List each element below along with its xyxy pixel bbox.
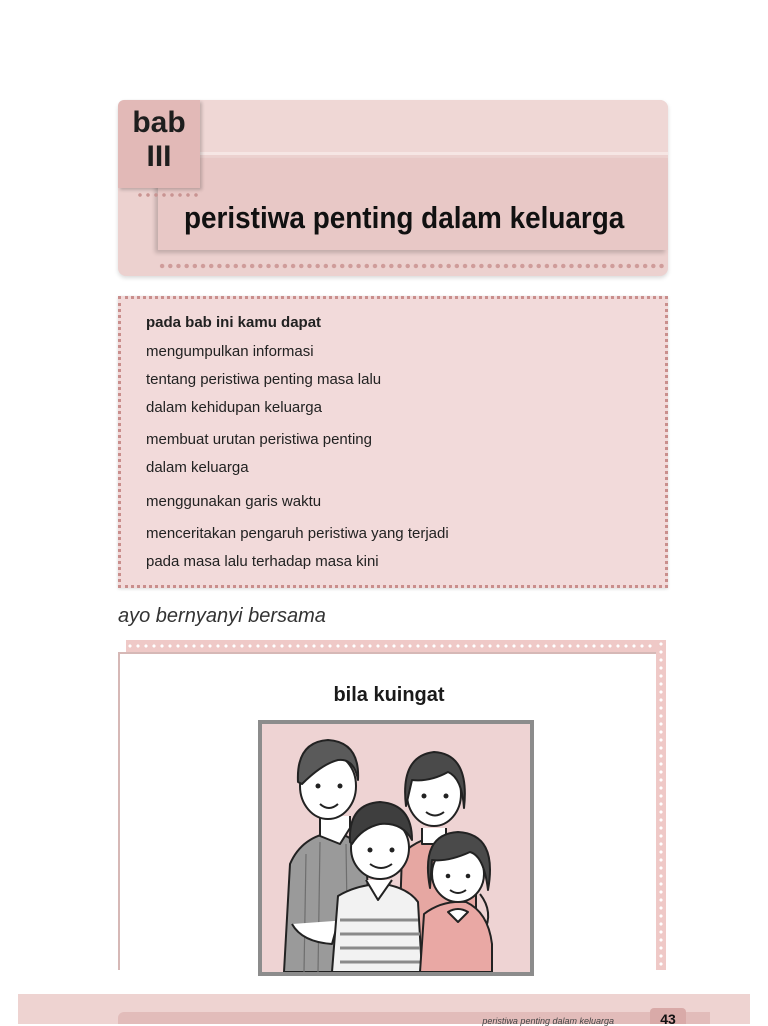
page-footer [18,994,750,1024]
song-card [118,652,656,970]
header-decor-strip [200,100,668,155]
frame-decor-top [126,640,666,652]
family-drawing [262,724,530,972]
family-illustration [258,720,534,976]
chapter-title: peristiwa penting dalam keluarga [184,200,625,235]
objective-line: mengumpulkan informasi [146,343,314,360]
decorative-dot-rule [158,262,664,270]
section-heading: ayo bernyanyi bersama [118,605,326,627]
running-title: peristiwa penting dalam keluarga [482,1016,614,1026]
chapter-number-block [118,100,200,188]
chapter-header [118,100,668,276]
objective-line: membuat urutan peristiwa penting [146,431,372,448]
objective-line: menceritakan pengaruh peristiwa yang terjadi [146,525,449,542]
objective-line: menggunakan garis waktu [146,493,322,510]
page-number: 43 [650,1008,686,1024]
objective-line: tentang peristiwa penting masa lalu [146,371,382,388]
learning-objectives-box [118,296,668,588]
objective-line: pada masa lalu terhadap masa kini [146,553,379,570]
objective-line: dalam kehidupan keluarga [146,399,322,416]
chapter-label: bab [132,106,186,139]
objectives-intro: pada bab ini kamu dapat [146,314,322,331]
song-title: bila kuingat [333,684,445,706]
decorative-dots [136,192,200,198]
objective-line: dalam keluarga [146,459,249,476]
chapter-numeral: III [146,140,172,173]
footer-decor-strip [118,1012,710,1024]
song-frame [118,640,666,970]
